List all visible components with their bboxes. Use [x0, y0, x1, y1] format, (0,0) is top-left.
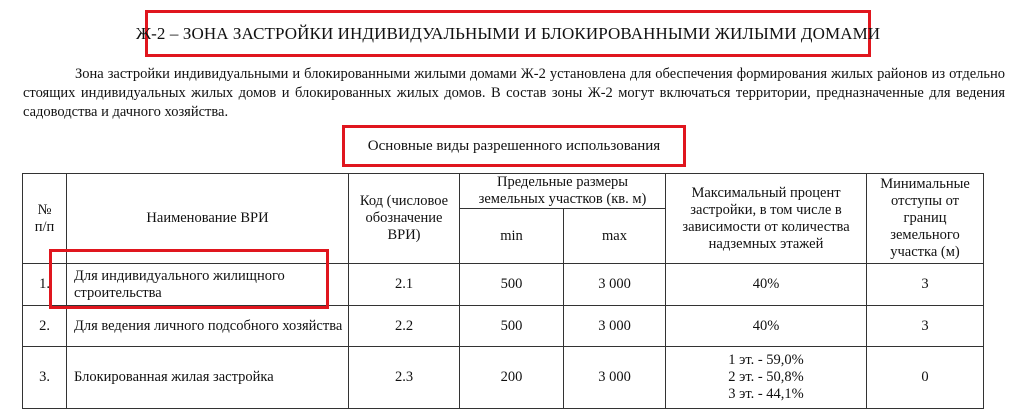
section-title: [342, 125, 686, 167]
row-code: 2.2: [349, 306, 460, 347]
zone-heading-text: Ж-2 – ЗОНА ЗАСТРОЙКИ ИНДИВИДУАЛЬНЫМИ И БЛОКИРОВАННЫМИ ЖИЛЫМИ ДОМАМИ: [135, 23, 881, 43]
zone-heading: [135, 10, 881, 57]
row-max: 3 000: [564, 306, 666, 347]
table-row: [23, 306, 984, 347]
header-size: Предельные размеры земельных участков (кв. м): [460, 174, 666, 209]
zone-description: Зона застройки индивидуальными и блокированными жилыми домами Ж-2 установлена для обеспечения формирования жилых районов из отдельно стоящих индивидуальных жилых домов и блокированных жилых домов. В состав зоны Ж-2 могут включаться территории, предназначенные для ведения садоводства и дачного хозяйства.: [23, 66, 1005, 120]
table-header-row: [23, 174, 984, 209]
row-percent: 40%: [666, 264, 867, 306]
header-num: № п/п: [23, 174, 67, 264]
row-name: Блокированная жилая застройка: [67, 347, 349, 409]
row-max: 3 000: [564, 264, 666, 306]
row-code: 2.1: [349, 264, 460, 306]
row-setback: 3: [867, 264, 984, 306]
header-name: Наименование ВРИ: [67, 174, 349, 264]
header-percent: Максимальный процент застройки, в том числе в зависимости от количества надземных этажей: [666, 174, 867, 264]
row-min: 500: [460, 306, 564, 347]
row-name: Для ведения личного подсобного хозяйства: [67, 306, 349, 347]
row-name: Для индивидуального жилищного строительства: [67, 264, 349, 306]
table-row: [23, 264, 984, 306]
floor-percent-3: 3 эт. - 44,1%: [728, 386, 804, 402]
floor-percent-2: 2 эт. - 50,8%: [728, 369, 804, 385]
row-min: 500: [460, 264, 564, 306]
row-max: 3 000: [564, 347, 666, 409]
floor-percent-1: 1 эт. - 59,0%: [728, 352, 804, 368]
row-setback: 0: [867, 347, 984, 409]
section-title-text: Основные виды разрешенного использования: [367, 137, 661, 154]
header-min: min: [460, 209, 564, 264]
header-max: max: [564, 209, 666, 264]
row-percent: 40%: [666, 306, 867, 347]
row-min: 200: [460, 347, 564, 409]
header-code: Код (числовое обозначение ВРИ): [349, 174, 460, 264]
row-percent: [666, 347, 867, 409]
row-num: 1.: [23, 264, 67, 306]
table-row: [23, 347, 984, 409]
row-setback: 3: [867, 306, 984, 347]
header-setback: Минимальные отступы от границ земельного участка (м): [867, 174, 984, 264]
row-num: 2.: [23, 306, 67, 347]
row-num: 3.: [23, 347, 67, 409]
row-code: 2.3: [349, 347, 460, 409]
vri-table: [22, 173, 984, 409]
